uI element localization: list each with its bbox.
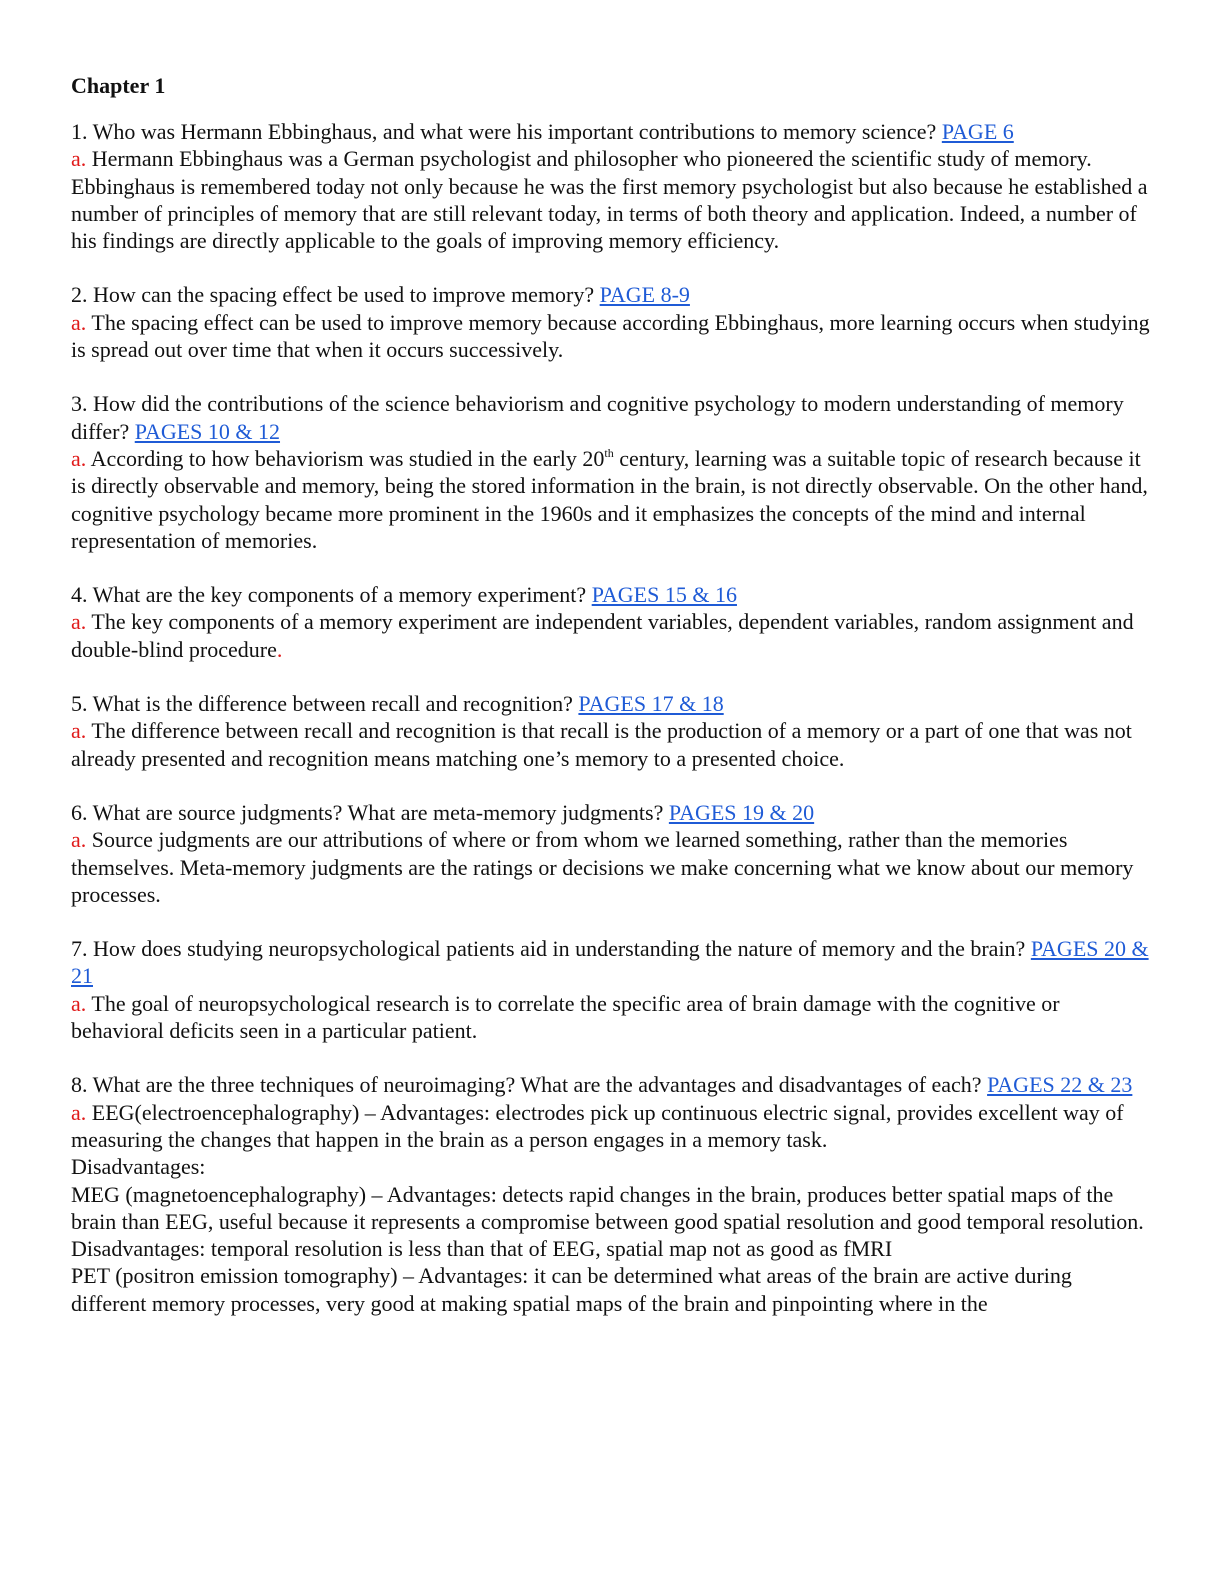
- answer-marker: a.: [71, 990, 87, 1016]
- chapter-title: Chapter 1: [71, 73, 166, 98]
- answer-text: Source judgments are our attributions of where or from whom we learned something, rather than the memories themselves. Meta-memory judgments are the ratings or decisions we make concerning what we know about our memory processes.: [71, 827, 1134, 907]
- answer-marker: a.: [71, 445, 87, 471]
- question-6: [71, 799, 1151, 826]
- qa-block-3: [71, 390, 1151, 554]
- question-text: 2. How can the spacing effect be used to improve memory?: [71, 282, 595, 308]
- qa-block-2: [71, 281, 1151, 363]
- page-link-5[interactable]: PAGES 17 & 18: [578, 691, 724, 717]
- answer-8-eeg-disadvantages: Disadvantages:: [71, 1154, 206, 1180]
- answer-5: [71, 717, 1151, 772]
- question-4: [71, 581, 1151, 608]
- page-link-4[interactable]: PAGES 15 & 16: [591, 582, 737, 608]
- question-text: 4. What are the key components of a memory experiment?: [71, 582, 587, 608]
- answer-text: The difference between recall and recognition is that recall is the production of a memory or a part of one that was not already presented and recognition means matching one’s memory to a presented choice.: [71, 718, 1132, 771]
- question-text: 3. How did the contributions of the science behaviorism and cognitive psychology to modern understanding of memory differ?: [71, 391, 1124, 444]
- qa-block-4: [71, 581, 1151, 663]
- answer-8-pet: PET (positron emission tomography) – Advantages: it can be determined what areas of the brain are active during different memory processes, very good at making spatial maps of the brain and pinpointing where in the: [71, 1263, 1072, 1316]
- answer-4: [71, 608, 1151, 663]
- document-page: [71, 72, 1151, 1344]
- answer-text: EEG(electroencephalography) – Advantages: electrodes pick up continuous electric signal, provides excellent way of measuring the changes that happen in the brain as a person engages in a memory task.: [71, 1099, 1124, 1152]
- qa-block-8: [71, 1071, 1151, 1317]
- answer-1-continued: Ebbinghaus is remembered today not only because he was the first memory psychologist but also because he established a number of principles of memory that are still relevant today, in terms of both theory and application. Indeed, a number of his findings are directly applicable to the goals of improving memory efficiency.: [71, 173, 1148, 254]
- qa-block-5: [71, 690, 1151, 772]
- page-link-1[interactable]: PAGE 6: [941, 119, 1014, 144]
- answer-text: The goal of neuropsychological research is to correlate the specific area of brain damage with the cognitive or behavioral deficits seen in a particular patient.: [71, 990, 1060, 1044]
- question-text: 6. What are source judgments? What are meta-memory judgments?: [71, 799, 664, 825]
- page-link-3[interactable]: PAGES 10 & 12: [134, 418, 281, 444]
- answer-7: [71, 990, 1151, 1045]
- answer-8-meg: MEG (magnetoencephalography) – Advantages: detects rapid changes in the brain, produces better spatial maps of the brain than EEG, useful because it represents a compromise between good spatial resolution and good temporal resolution. Disadvantages: temporal resolution is less than that of EEG, spatial map not as good as fMRI: [71, 1181, 1144, 1262]
- answer-text: The key components of a memory experiment are independent variables, dependent variables, random assignment and double-blind procedure: [71, 609, 1134, 662]
- question-text: 1. Who was Hermann Ebbinghaus, and what were his important contributions to memory science?: [71, 119, 937, 144]
- answer-marker: a.: [71, 1099, 87, 1125]
- answer-2: [71, 309, 1151, 364]
- answer-3: [71, 445, 1151, 554]
- page-link-7[interactable]: PAGES 20 & 21: [71, 936, 1149, 989]
- page-link-6[interactable]: PAGES 19 & 20: [668, 799, 815, 825]
- superscript: th: [604, 445, 614, 460]
- question-8: [71, 1071, 1151, 1098]
- qa-block-6: [71, 799, 1151, 908]
- answer-text-continued: century, learning was a suitable topic of research because it is directly observable and memory, being the stored information in the brain, is not directly observable. On the other hand, cognitive psychology became more prominent in the 1960s and it emphasizes the concepts of the mind and internal representation of memories.: [71, 445, 1148, 553]
- question-3: [71, 390, 1151, 445]
- question-5: [71, 690, 1151, 717]
- answer-8-eeg: [71, 1099, 1151, 1154]
- answer-text: The spacing effect can be used to improve memory because according Ebbinghaus, more learning occurs when studying is spread out over time that when it occurs successively.: [71, 309, 1150, 363]
- answer-marker: a.: [71, 718, 87, 744]
- answer-6: [71, 826, 1151, 908]
- answer-marker: a.: [71, 146, 87, 172]
- answer-marker: a.: [71, 309, 87, 335]
- question-text: 7. How does studying neuropsychological patients aid in understanding the nature of memory and the brain?: [71, 936, 1026, 962]
- question-text: 5. What is the difference between recall and recognition?: [71, 691, 573, 717]
- answer-1: [71, 145, 1151, 172]
- page-link-8[interactable]: PAGES 22 & 23: [987, 1072, 1133, 1098]
- answer-text: Hermann Ebbinghaus was a German psychologist and philosopher who pioneered the scientific study of memory.: [91, 146, 1092, 172]
- question-2: [71, 281, 1151, 308]
- answer-marker: a.: [71, 609, 87, 635]
- question-7: [71, 935, 1151, 990]
- qa-block-1: [71, 118, 1151, 254]
- question-1: [71, 118, 1151, 145]
- qa-block-7: [71, 935, 1151, 1044]
- question-text: 8. What are the three techniques of neuroimaging? What are the advantages and disadvantages of each?: [71, 1072, 982, 1098]
- answer-text: According to how behaviorism was studied in the early 20: [90, 445, 605, 471]
- answer-end-period: .: [276, 636, 283, 662]
- answer-marker: a.: [71, 827, 87, 853]
- page-link-2[interactable]: PAGE 8-9: [599, 282, 690, 308]
